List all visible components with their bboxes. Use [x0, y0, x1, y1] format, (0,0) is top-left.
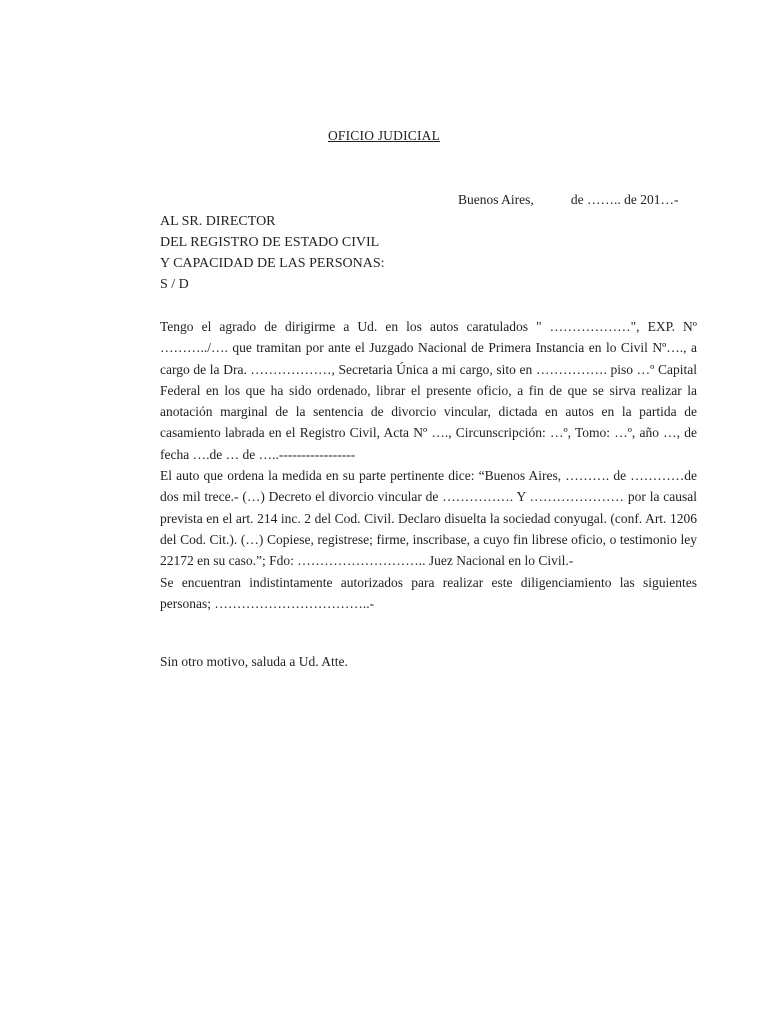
closing-line: Sin otro motivo, saluda a Ud. Atte. [160, 654, 348, 669]
body-paragraph-case: Tengo el agrado de dirigirme a Ud. en los autos caratulados " ………………", EXP. Nº ………../…. que tramitan por ante el Juzgado Nacional de Primera Instancia en lo Civil Nº…., a cargo de la Dra. ………………, Secretaria Única a mi cargo, sito en ……………. piso …º Capital Federal en los que ha sido ordenado, librar el presente oficio, a fin de que se sirva realizar la anotación marginal de la sentencia de divorcio vincular, dictada en autos en la partida de casamiento labrada en el Registro Civil, Acta Nº …., Circunscripción: …º, Tomo: …º, año …, de fecha ….de … de …..----------------- [160, 319, 697, 462]
address-line: Y CAPACIDAD DE LAS PERSONAS: [160, 256, 385, 271]
document-title: OFICIO JUDICIAL [327, 128, 441, 143]
body-paragraph-authorized: Se encuentran indistintamente autorizados para realizar este diligenciamiento las siguientes personas; ……………………………..- [160, 574, 697, 611]
date-line: Buenos Aires, de …….. de 201…- [458, 192, 679, 207]
address-line: S / D [160, 277, 189, 292]
address-line: AL SR. DIRECTOR [160, 214, 276, 229]
body-paragraph-order: El auto que ordena la medida en su parte pertinente dice: “Buenos Aires, ………. de …………de dos mil trece.- (…) Decreto el divorcio vincular de ……………. Y ………………… por la causal prevista en el art. 214 inc. 2 del Cod. Civil. Declaro disuelta la sociedad conyugal. (conf. Art. 1206 del Cod. Cit.). (…) Copiese, registrese; firme, inscribase, a cuyo fin librese oficio, o testimonio ley 22172 en su caso.”; Fdo: ……………………….. Juez Nacional en lo Civil.- [160, 468, 697, 569]
recipient-address [160, 211, 385, 295]
letter-body [160, 316, 697, 614]
address-line: DEL REGISTRO DE ESTADO CIVIL [160, 235, 380, 250]
